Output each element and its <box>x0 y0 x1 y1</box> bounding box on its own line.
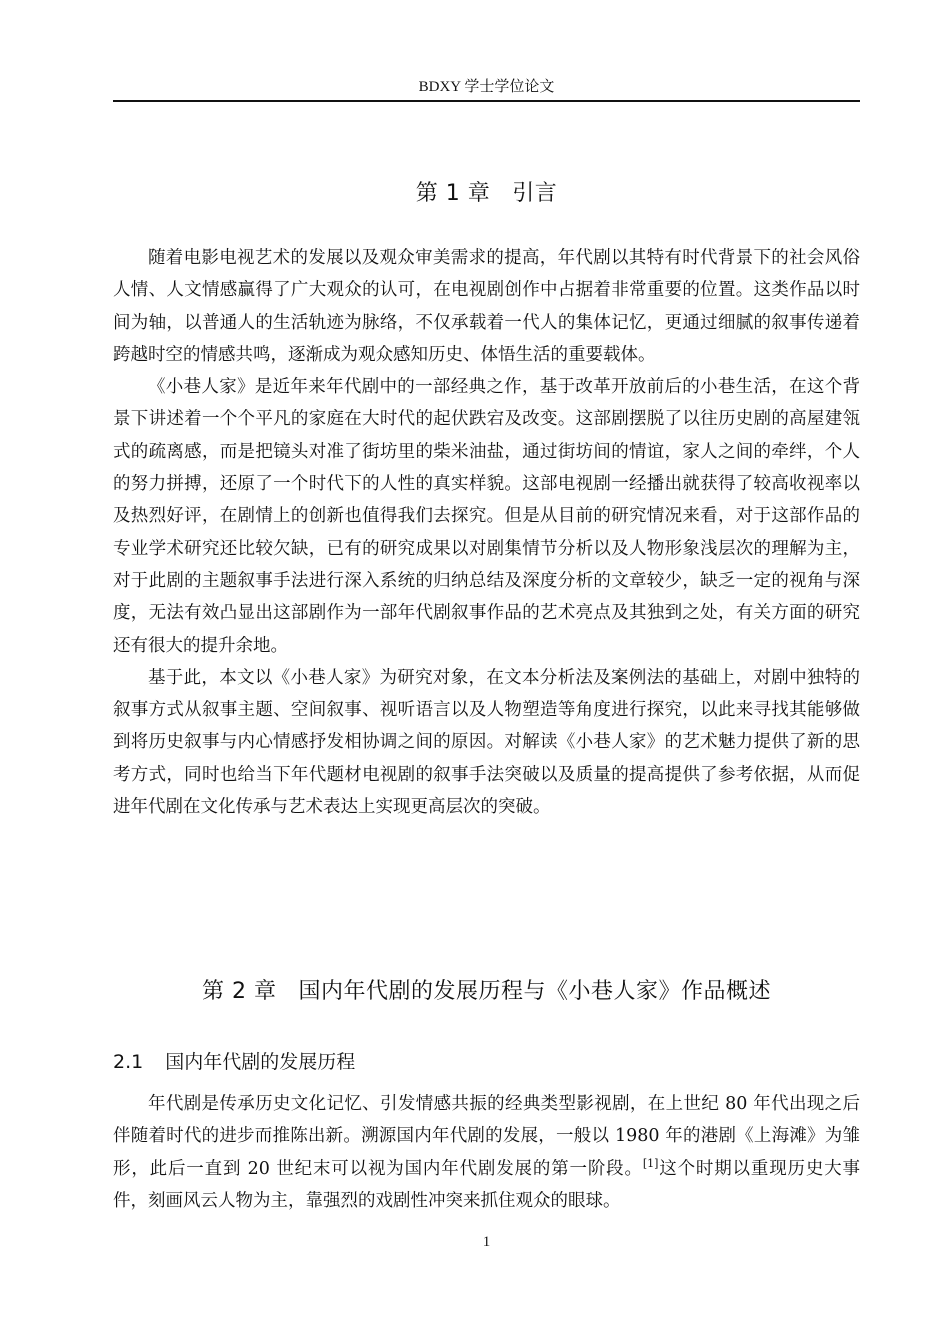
chapter-1-number: 第 1 章 <box>415 181 491 206</box>
section-2-1-body <box>113 1088 860 1217</box>
chapter-2-number: 第 2 章 <box>202 979 277 1004</box>
chapter-1-paragraph-1: 随着电影电视艺术的发展以及观众审美需求的提高，年代剧以其特有时代背景下的社会风俗人情、人文情感赢得了广大观众的认可，在电视剧创作中占据着非常重要的位置。这类作品以时间为轴，以普通人的生活轨迹为脉络，不仅承载着一代人的集体记忆，更通过细腻的叙事传递着跨越时空的情感共鸣，逐渐成为观众感知历史、体悟生活的重要载体。 <box>113 248 860 365</box>
section-2-1-title: 国内年代剧的发展历程 <box>165 1051 356 1073</box>
section-2-1-heading <box>113 1048 860 1076</box>
section-2-1-text-before-citation: 年代剧是传承历史文化记忆、引发情感共振的经典类型影视剧，在上世纪 80 年代出现之后伴随着时代的进步而推陈出新。溯源国内年代剧的发展，一般以 1980 年的港剧《上海滩》为雏形，此后一直到 20 世纪末可以视为国内年代剧发展的第一阶段。 <box>113 1094 860 1179</box>
section-2-1-number: 2.1 <box>113 1051 144 1073</box>
citation-marker: [1] <box>642 1156 659 1170</box>
chapter-1-paragraph-2: 《小巷人家》是近年来年代剧中的一部经典之作，基于改革开放前后的小巷生活，在这个背景下讲述着一个个平凡的家庭在大时代的起伏跌宕及改变。这部剧摆脱了以往历史剧的高屋建瓴式的疏离感，而是把镜头对准了街坊里的柴米油盐，通过街坊间的情谊，家人之间的牵绊，个人的努力拼搏，还原了一个时代下的人性的真实样貌。这部电视剧一经播出就获得了较高收视率以及热烈好评，在剧情上的创新也值得我们去探究。但是从目前的研究情况来看，对于这部作品的专业学术研究还比较欠缺，已有的研究成果以对剧集情节分析以及人物形象浅层次的理解为主，对于此剧的主题叙事手法进行深入系统的归纳总结及深度分析的文章较少，缺乏一定的视角与深度，无法有效凸显出这部剧作为一部年代剧叙事作品的艺术亮点及其独到之处，有关方面的研究还有很大的提升余地。 <box>113 377 860 656</box>
chapter-1-heading <box>113 179 860 209</box>
section-2-1-paragraph-1 <box>113 1088 860 1217</box>
running-header: BDXY 学士学位论文 <box>418 79 555 95</box>
chapter-1-body <box>113 242 860 823</box>
chapter-2-heading <box>113 977 860 1007</box>
chapter-1-paragraph-3: 基于此，本文以《小巷人家》为研究对象，在文本分析法及案例法的基础上，对剧中独特的叙事方式从叙事主题、空间叙事、视听语言以及人物塑造等角度进行探究，以此来寻找其能够做到将历史叙事与内心情感抒发相协调之间的原因。对解读《小巷人家》的艺术魅力提供了新的思考方式，同时也给当下年代题材电视剧的叙事手法突破以及质量的提高提供了参考依据，从而促进年代剧在文化传承与艺术表达上实现更高层次的突破。 <box>113 667 860 818</box>
chapter-2-title: 国内年代剧的发展历程与《小巷人家》作品概述 <box>298 979 771 1004</box>
chapter-1-title: 引言 <box>512 181 558 206</box>
header-rule <box>113 100 860 102</box>
section-2-1-text-after-citation: 这个时期以重现历史大事件，刻画风云人物为主，靠强烈的戏剧性冲突来抓住观众的眼球。 <box>113 1158 860 1211</box>
page-number: 1 <box>482 1234 491 1250</box>
